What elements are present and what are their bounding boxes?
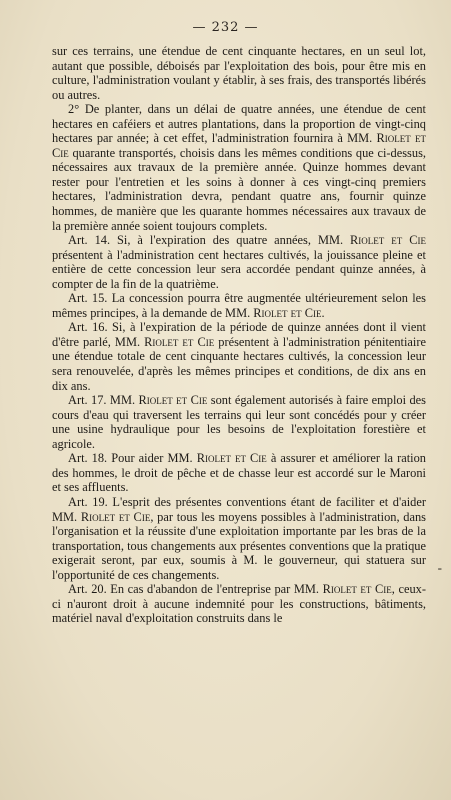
page-number: — 232 — bbox=[192, 20, 259, 35]
article-14: Art. 14. Si, à l'expiration des quatre années, MM. Riolet et Cie présentent à l'administration cent hectares cultivés, la jouissance pleine et entière de cette concession leur sera accordée pendant quinze années, à compter de la fin de la quatrième. bbox=[52, 233, 426, 291]
article-15: Art. 15. La concession pourra être augmentée ultérieurement selon les mêmes principes, à la demande de MM. Riolet et Cie. bbox=[52, 291, 426, 320]
paragraph-planting: 2° De planter, dans un délai de quatre années, une étendue de cent hectares en caféiers et autres plantations, dans la proportion de vingt-cinq hectares par année; à cet effet, l'administration fournira à MM. Riolet et Cie quarante transportés, choisis dans les mêmes conditions que ci-dessus, nécessaires aux travaux de la première année. Quinze hommes devant rester pour l'entretien et les soins à donner à ces vingt-cinq premiers hectares, l'administration devra, pendant quatre ans, fournir quinze hommes, de manière que les quarante hommes nécessaires aux travaux de la première année soient toujours complets. bbox=[52, 102, 426, 233]
company-name: Riolet et Cie bbox=[322, 582, 392, 597]
paragraph-continuation: sur ces terrains, une étendue de cent cinquante hectares, en un seul lot, autant que possible, déboisés par l'exploitation des bois, pour être mis en culture, l'administration voulant y établir, à ses frais, des transportés libérés ou autres. bbox=[52, 44, 426, 102]
company-name: Riolet et Cie bbox=[350, 233, 426, 248]
article-17: Art. 17. MM. Riolet et Cie sont également autorisés à faire emploi des cours d'eau qui traversent les terrains qui leur sont concédés pour y créer une usine hydraulique pour les besoins de l'exploitation forestière et agricole. bbox=[52, 393, 426, 451]
article-20: Art. 20. En cas d'abandon de l'entreprise par MM. Riolet et Cie, ceux-ci n'auront droit à aucune indemnité pour les constructions, bâtiments, matériel naval d'exploitation construits dans le bbox=[52, 582, 426, 626]
article-18: Art. 18. Pour aider MM. Riolet et Cie à assurer et améliorer la ration des hommes, le droit de pêche et de chasse leur est accordé sur le Maroni et ses affluents. bbox=[52, 451, 426, 495]
margin-mark: - bbox=[437, 560, 442, 575]
body-text bbox=[52, 44, 426, 626]
article-16: Art. 16. Si, à l'expiration de la période de quinze années dont il vient d'être parlé, MM. Riolet et Cie présentent à l'administration pénitentiaire une étendue totale de cent cinquante hectares cultivés, la concession leur sera renouvelée, d'après les mêmes principes et conditions, de dix ans en dix ans. bbox=[52, 320, 426, 393]
company-name: Riolet et Cie bbox=[253, 305, 322, 320]
company-name: Riolet et Cie bbox=[52, 131, 426, 160]
company-name: Riolet et Cie bbox=[196, 451, 267, 466]
article-19: Art. 19. L'esprit des présentes conventions étant de faciliter et d'aider MM. Riolet et Cie, par tous les moyens possibles à l'administration, dans l'organisation et la réussite d'une exploitation importante par les bras de la transportation, tous changements aux présentes conventions que la pratique exigerait seront, par eux, soumis à M. le gouverneur, qui statuera sur l'opportunité de ces changements. bbox=[52, 494, 426, 582]
company-name: Riolet et Cie bbox=[138, 393, 208, 408]
company-name: Riolet et Cie bbox=[80, 509, 151, 524]
company-name: Riolet et Cie bbox=[144, 334, 215, 349]
